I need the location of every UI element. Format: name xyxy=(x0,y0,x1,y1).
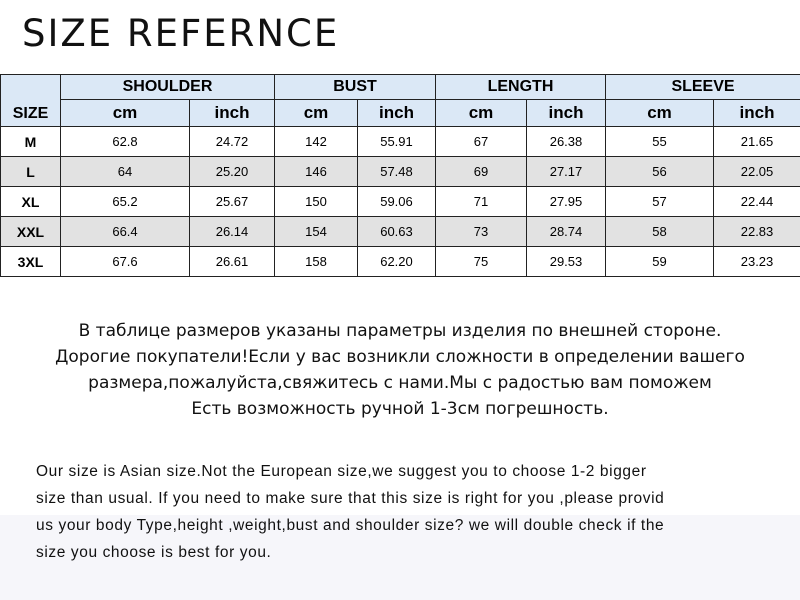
unit-header: cm xyxy=(275,100,358,127)
table-cell: 57 xyxy=(606,187,714,217)
table-group-header-row xyxy=(1,75,800,100)
table-cell: 142 xyxy=(275,127,358,157)
table-cell: 56 xyxy=(606,157,714,187)
table-cell: 22.83 xyxy=(714,217,800,247)
table-cell: 150 xyxy=(275,187,358,217)
table-cell: 73 xyxy=(436,217,527,247)
sleeve-group-header: SLEEVE xyxy=(606,75,800,100)
table-cell: 75 xyxy=(436,247,527,277)
table-cell: 154 xyxy=(275,217,358,247)
unit-header: inch xyxy=(358,100,436,127)
table-cell: 22.44 xyxy=(714,187,800,217)
table-cell: 146 xyxy=(275,157,358,187)
unit-header: inch xyxy=(527,100,606,127)
table-cell: 69 xyxy=(436,157,527,187)
size-label: 3XL xyxy=(1,247,61,277)
table-row xyxy=(1,187,800,217)
table-cell: 62.8 xyxy=(61,127,190,157)
table-cell: 55 xyxy=(606,127,714,157)
english-note-line: size you choose is best for you. xyxy=(36,544,272,561)
table-row xyxy=(1,127,800,157)
table-unit-header-row xyxy=(1,100,800,127)
table-cell: 29.53 xyxy=(527,247,606,277)
english-note-line: Our size is Asian size.Not the European size,we suggest you to choose 1-2 bigger xyxy=(36,463,647,480)
russian-note xyxy=(0,318,800,422)
table-cell: 59.06 xyxy=(358,187,436,217)
unit-header: cm xyxy=(606,100,714,127)
russian-note-line: размера,пожалуйста,свяжитесь с нами.Мы с радостью вам поможем xyxy=(88,373,712,393)
table-cell: 60.63 xyxy=(358,217,436,247)
table-cell: 21.65 xyxy=(714,127,800,157)
table-cell: 58 xyxy=(606,217,714,247)
table-cell: 26.14 xyxy=(190,217,275,247)
english-note-line: size than usual. If you need to make sure that this size is right for you ,please provid xyxy=(36,490,665,507)
table-cell: 28.74 xyxy=(527,217,606,247)
table-cell: 26.38 xyxy=(527,127,606,157)
table-row xyxy=(1,157,800,187)
unit-header: inch xyxy=(714,100,800,127)
table-cell: 158 xyxy=(275,247,358,277)
english-note xyxy=(36,458,781,566)
table-row xyxy=(1,217,800,247)
table-cell: 26.61 xyxy=(190,247,275,277)
unit-header: inch xyxy=(190,100,275,127)
table-cell: 25.67 xyxy=(190,187,275,217)
table-cell: 23.23 xyxy=(714,247,800,277)
length-group-header: LENGTH xyxy=(436,75,606,100)
unit-header: cm xyxy=(436,100,527,127)
russian-note-line: Дорогие покупатели!Если у вас возникли сложности в определении вашего xyxy=(55,347,745,367)
size-label: XXL xyxy=(1,217,61,247)
table-cell: 27.17 xyxy=(527,157,606,187)
table-cell: 64 xyxy=(61,157,190,187)
page-title: SIZE REFERNCE xyxy=(22,12,340,55)
table-cell: 25.20 xyxy=(190,157,275,187)
table-cell: 71 xyxy=(436,187,527,217)
table-cell: 59 xyxy=(606,247,714,277)
table-row xyxy=(1,247,800,277)
size-label: L xyxy=(1,157,61,187)
unit-header: cm xyxy=(61,100,190,127)
table-cell: 27.95 xyxy=(527,187,606,217)
table-cell: 22.05 xyxy=(714,157,800,187)
size-table xyxy=(0,74,800,277)
size-label: M xyxy=(1,127,61,157)
table-cell: 67 xyxy=(436,127,527,157)
table-cell: 66.4 xyxy=(61,217,190,247)
size-column-header: SIZE xyxy=(1,75,61,127)
english-note-line: us your body Type,height ,weight,bust and shoulder size? we will double check if the xyxy=(36,517,665,534)
bust-group-header: BUST xyxy=(275,75,436,100)
russian-note-line: Есть возможность ручной 1-3см погрешность. xyxy=(191,399,609,419)
table-cell: 65.2 xyxy=(61,187,190,217)
shoulder-group-header: SHOULDER xyxy=(61,75,275,100)
size-label: XL xyxy=(1,187,61,217)
table-cell: 67.6 xyxy=(61,247,190,277)
table-cell: 57.48 xyxy=(358,157,436,187)
table-cell: 55.91 xyxy=(358,127,436,157)
table-cell: 24.72 xyxy=(190,127,275,157)
table-cell: 62.20 xyxy=(358,247,436,277)
russian-note-line: В таблице размеров указаны параметры изделия по внешней стороне. xyxy=(78,321,722,341)
